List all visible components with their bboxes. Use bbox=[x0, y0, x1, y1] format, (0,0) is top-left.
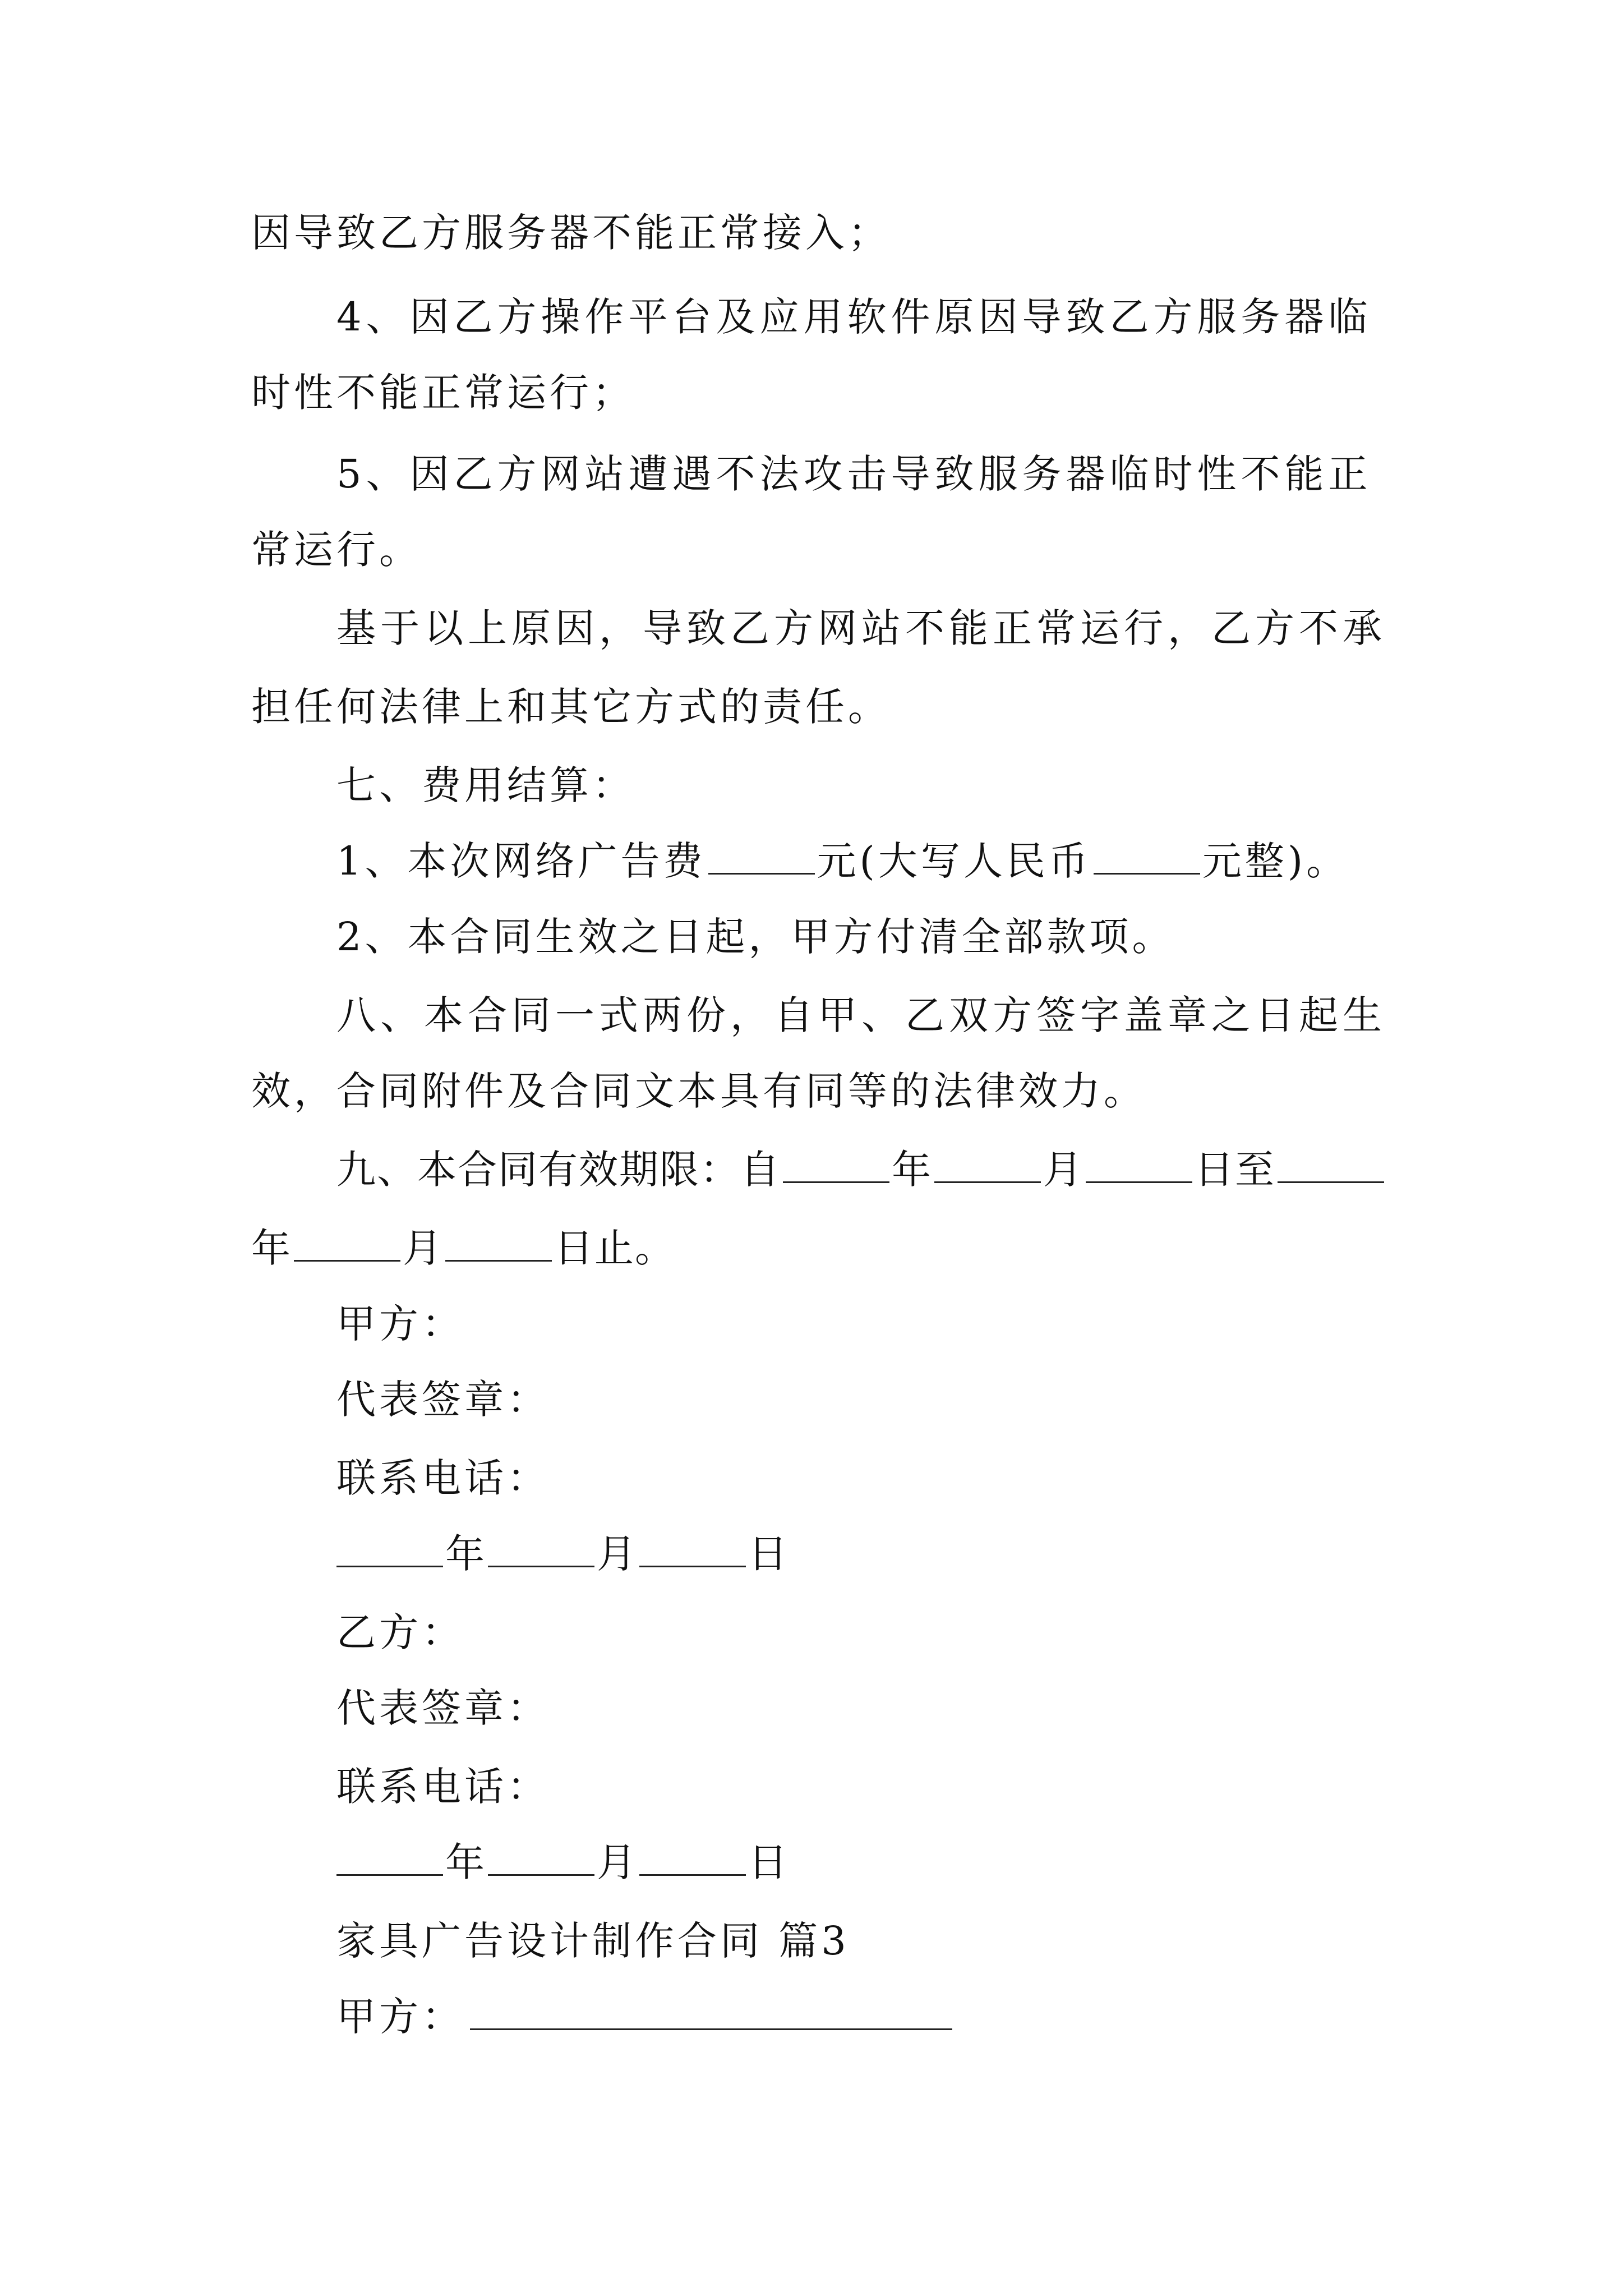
day-label: 日 bbox=[748, 1839, 789, 1885]
month-label: 月 bbox=[597, 1839, 637, 1885]
party-a-name-blank bbox=[470, 1994, 952, 2030]
next-section-title: 家具广告设计制作合同 篇3 bbox=[336, 1918, 850, 1964]
year-label: 年 bbox=[892, 1147, 932, 1193]
party-b-year-blank bbox=[336, 1839, 443, 1876]
paragraph-line: 八、本合同一式两份，自甲、乙双方签字盖章之日起生 bbox=[336, 992, 1386, 1038]
section-heading: 七、费用结算： bbox=[336, 762, 635, 808]
end-day-blank bbox=[445, 1225, 552, 1262]
start-year-blank bbox=[783, 1147, 889, 1183]
paragraph-line: 基于以上原因，导致乙方网站不能正常运行，乙方不承 bbox=[336, 605, 1386, 651]
paragraph-line: 担任何法律上和其它方式的责任。 bbox=[251, 684, 891, 730]
paragraph-line: 效，合同附件及合同文本具有同等的法律效力。 bbox=[251, 1068, 1146, 1114]
month-label: 月 bbox=[1043, 1147, 1083, 1193]
party-b-date-line bbox=[336, 1837, 1481, 1888]
year-label: 年 bbox=[445, 1839, 486, 1885]
payment-line: 2、本合同生效之日起，甲方付清全部款项。 bbox=[336, 914, 1175, 960]
party-b-phone-label: 联系电话： bbox=[336, 1764, 550, 1810]
party-a-date-line bbox=[336, 1529, 1481, 1579]
start-month-blank bbox=[934, 1147, 1041, 1183]
fee-uppercase-blank bbox=[1094, 838, 1200, 875]
party-b-sign-label: 代表签章： bbox=[336, 1685, 550, 1731]
fee-line bbox=[336, 836, 1481, 886]
start-day-blank bbox=[1086, 1147, 1192, 1183]
paragraph-line: 4、因乙方操作平台及应用软件原因导致乙方服务器临 bbox=[336, 294, 1372, 340]
party-b-label: 乙方： bbox=[336, 1609, 464, 1655]
year-label: 年 bbox=[445, 1531, 486, 1577]
party-a-phone-label: 联系电话： bbox=[336, 1455, 550, 1501]
month-label: 月 bbox=[403, 1225, 443, 1271]
party-a-day-blank bbox=[639, 1531, 746, 1567]
day-to-label: 日至 bbox=[1195, 1147, 1275, 1193]
paragraph-line: 时性不能正常运行； bbox=[251, 370, 635, 416]
term-line bbox=[336, 1144, 1481, 1195]
fee-label: 1、本次网络广告费 bbox=[336, 838, 706, 884]
party-a-month-blank bbox=[488, 1531, 594, 1567]
term-line-cont bbox=[251, 1223, 1395, 1273]
month-label: 月 bbox=[597, 1531, 637, 1577]
party-b-month-blank bbox=[488, 1839, 594, 1876]
next-section-party-a bbox=[336, 1991, 1481, 2042]
party-a-label: 甲方： bbox=[336, 1994, 464, 2040]
year-label: 年 bbox=[251, 1225, 292, 1271]
paragraph-line: 5、因乙方网站遭遇不法攻击导致服务器临时性不能正 bbox=[336, 451, 1372, 497]
end-month-blank bbox=[294, 1225, 400, 1262]
party-a-year-blank bbox=[336, 1531, 443, 1567]
day-label: 日 bbox=[748, 1531, 789, 1577]
term-label: 九、本合同有效期限：自 bbox=[336, 1147, 781, 1193]
party-b-day-blank bbox=[639, 1839, 746, 1876]
fee-uppercase-label: 元(大写人民币 bbox=[817, 838, 1091, 884]
fee-suffix: 元整)。 bbox=[1202, 838, 1349, 884]
fee-amount-blank bbox=[708, 838, 815, 875]
party-a-label: 甲方： bbox=[336, 1301, 464, 1347]
party-a-sign-label: 代表签章： bbox=[336, 1377, 550, 1423]
day-end-label: 日止。 bbox=[554, 1225, 675, 1271]
paragraph-line: 因导致乙方服务器不能正常接入； bbox=[251, 210, 891, 256]
end-year-blank bbox=[1278, 1147, 1384, 1183]
paragraph-line: 常运行。 bbox=[251, 527, 422, 573]
